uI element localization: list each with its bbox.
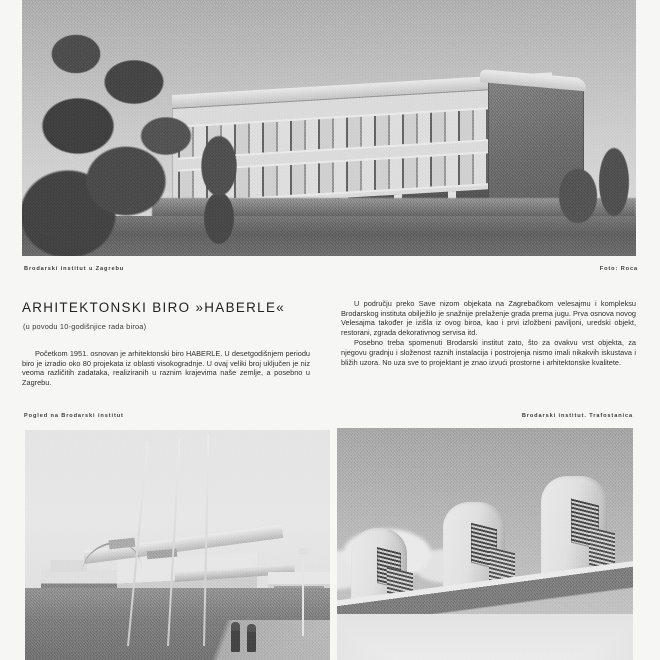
article-column-right (341, 299, 636, 367)
photo-credit-top: Foto: Roca (599, 266, 638, 272)
photo-trafostanica-roof-vents (337, 428, 633, 660)
photo-institute-overview (25, 430, 330, 660)
wall-below-parapet (337, 614, 633, 660)
photo-brodarski-institut-building (22, 0, 636, 256)
pedestrian (247, 624, 256, 652)
caption-top-photo: Brodarski institut u Zagrebu (24, 266, 125, 272)
article-title: ARHITEKTONSKI BIRO »HABERLE« (22, 300, 286, 315)
foreground-tree-middle (190, 118, 248, 256)
foreground-tree-large (22, 6, 206, 256)
pedestrian (231, 622, 240, 652)
caption-bottom-left-photo: Pogled na Brodarski institut (24, 413, 124, 419)
paragraph: Posebno treba spomenuti Brodarski institut zato, što za ovakvu vrst objekta, za njegovu gradnju i složenost raznih instalacija i postrojenja nismo imali nikakvih iskustava i bližih uzora. No uza sve to projektant je znao izvući prostorne i arhitektonske kvalitete. (341, 338, 636, 367)
caption-bottom-right-photo: Brodarski institut. Trafostanica (521, 413, 633, 419)
street-lamp (302, 554, 304, 636)
foreground-tree-far-right (592, 126, 636, 246)
article-column-left (22, 349, 310, 387)
paragraph: U području preko Save nizom objekata na Zagrebačkom velesajmu i kompleksu Brodarskog instituta obilježilo je snažnije prelaženje grada prema jugu. Prva osnova novog Velesajma također je izišla iz ovog biroa, kao i prvi izložbeni paviljoni, uredski objekt, restorani, zgrada dekorativnog servisa itd. (341, 299, 636, 337)
paragraph: Početkom 1951. osnovan je arhitektonski biro HABERLE. U desetgodišnjem periodu biro je izradio oko 80 projekata iz oblasti visokogradnje. U ovaj veliki broj uključen je niz veoma različitih zadataka, realiziranih u raznim krajevima naše zemlje, a posebno u Zagrebu. (22, 349, 310, 387)
article-subtitle: (u povodu 10-godišnjice rada biroa) (23, 322, 147, 331)
